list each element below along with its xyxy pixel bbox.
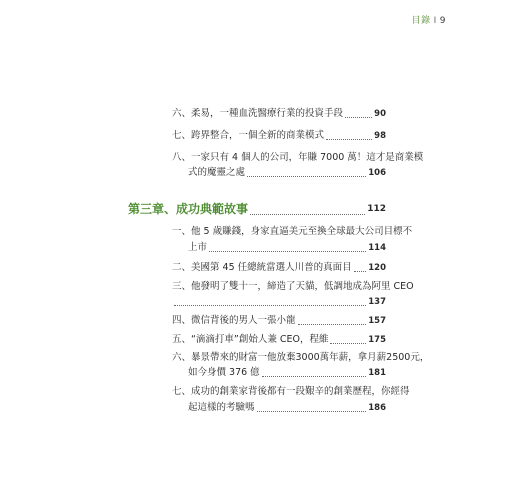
dot-leader (262, 375, 367, 377)
toc-entry[interactable] (172, 334, 386, 346)
dot-leader (354, 270, 367, 272)
toc-entry-title[interactable]: 一、他 5 歲賺錢，身家直逼美元至換全球最大公司目標不 (172, 226, 413, 237)
toc-entry-page: 175 (368, 335, 386, 345)
dot-leader (250, 213, 365, 215)
toc-entry[interactable] (172, 130, 386, 142)
chapter-page: 112 (367, 204, 386, 214)
toc-entry-title: 五、“滴滴打車”創始人兼 CEO，程維 (172, 334, 329, 345)
toc-entry[interactable] (172, 262, 386, 274)
header-separator: I (433, 16, 437, 26)
toc-entry-page: 186 (368, 403, 386, 413)
toc-entry[interactable] (188, 242, 386, 254)
toc-entry-title: 六、柔易，一種血洗醫療行業的投資手段 (172, 108, 344, 119)
toc-entry-title: 二、美國第 45 任總統當選人川普的真面目 (172, 262, 352, 273)
chapter-heading[interactable] (128, 202, 386, 217)
toc-entry-title[interactable]: 六、暴景帶來的財富一他放棄3000萬年薪，拿月薪2500元， (172, 352, 430, 363)
toc-entry-title: 七、跨界整合，一個全新的商業模式 (172, 130, 325, 141)
toc-entry-title: 四、微信背後的男人一張小龍 (172, 315, 296, 326)
toc-entry-title[interactable]: 七、成功的創業家背後都有一段艱辛的創業歷程，你經得 (172, 386, 410, 397)
toc-entry-title[interactable]: 三、他發明了雙十一，締造了天貓，低調地成為阿里 CEO (172, 281, 414, 292)
toc-entry[interactable] (172, 108, 386, 120)
dot-leader (326, 138, 372, 140)
dot-leader (247, 175, 366, 177)
dot-leader (209, 250, 366, 252)
dot-leader (257, 410, 367, 412)
chapter-title: 第三章、成功典範故事 (128, 202, 249, 216)
toc-entry-title-continued: 如今身價 376 億 (188, 367, 260, 378)
running-header (412, 13, 446, 26)
toc-entry-page: 114 (368, 243, 386, 253)
toc-entry-leader-line[interactable] (172, 296, 386, 308)
toc-entry-page: 120 (368, 263, 386, 273)
toc-entry[interactable] (188, 367, 386, 379)
toc-entry-page: 98 (374, 131, 386, 141)
header-section-title: 目錄 (411, 16, 431, 26)
toc-entry-page: 137 (368, 297, 386, 307)
dot-leader (330, 342, 366, 344)
dot-leader (298, 323, 367, 325)
toc-entry-page: 90 (374, 109, 386, 119)
dot-leader (174, 304, 366, 306)
toc-entry-page: 106 (368, 168, 386, 178)
header-page-number: 9 (439, 16, 446, 26)
toc-entry-page: 181 (368, 368, 386, 378)
toc-entry-title-continued: 起這樣的考驗嗎 (188, 402, 255, 413)
dot-leader (345, 116, 372, 118)
toc-entry[interactable] (172, 315, 386, 327)
toc-entry-page: 157 (368, 316, 386, 326)
toc-entry-title-continued: 上市 (188, 242, 208, 253)
toc-entry-title[interactable]: 八、一家只有 4 個人的公司，年賺 7000 萬！這才是商業模 (172, 152, 424, 163)
toc-entry[interactable] (188, 402, 386, 414)
toc-entry[interactable] (188, 167, 386, 179)
toc-entry-title-continued: 式的魔靈之處 (188, 167, 246, 178)
